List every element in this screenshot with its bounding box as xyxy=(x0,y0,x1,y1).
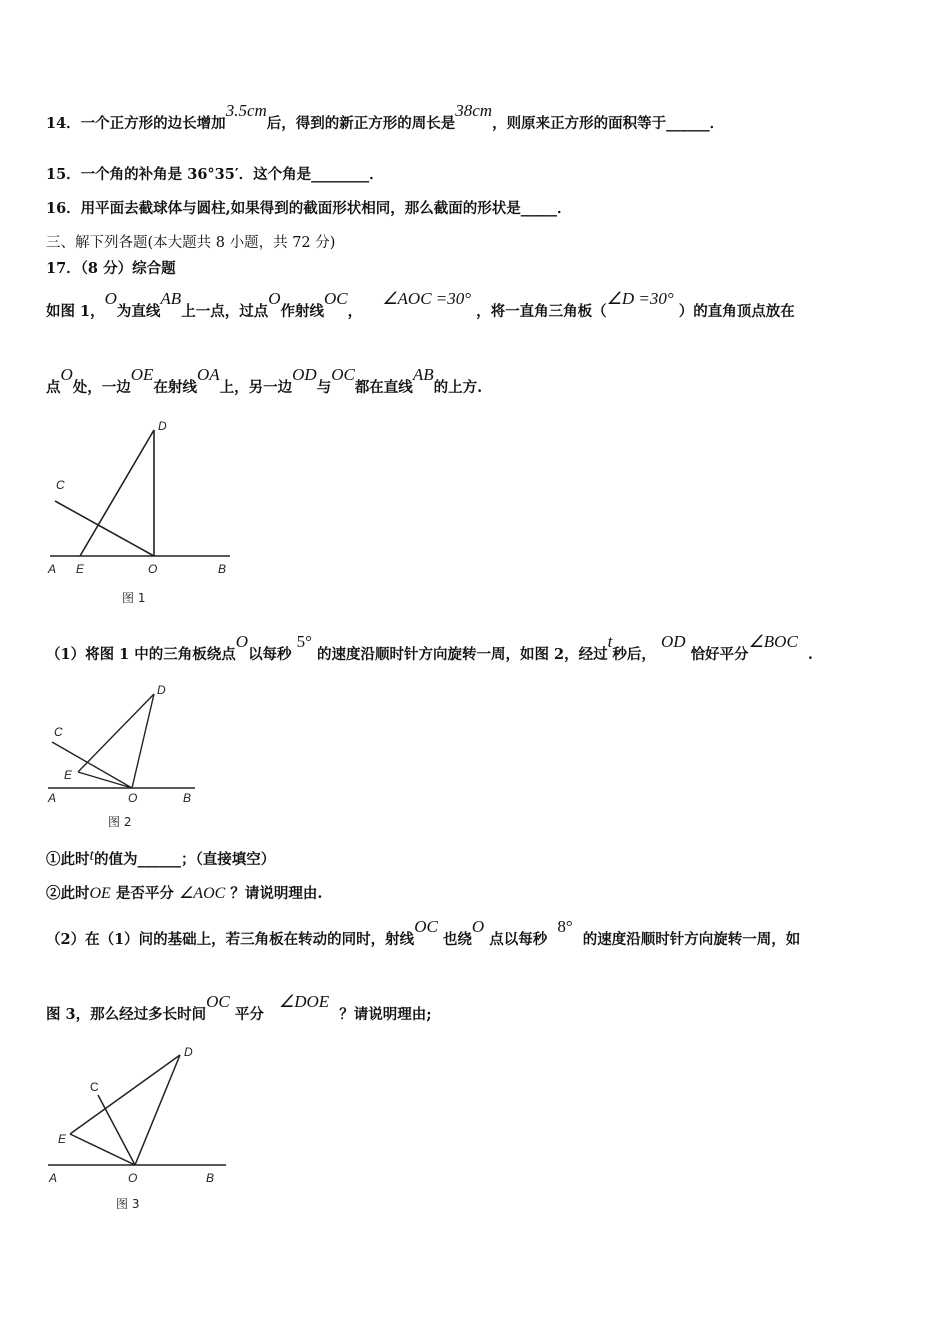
label-d: D xyxy=(157,683,166,697)
question-17-part-2-cont: 图 3，那么经过多长时间OC 平分 ∠DOE ？请说明理由; xyxy=(46,992,432,1023)
label-c: C xyxy=(56,478,65,492)
ray-oc xyxy=(55,501,154,556)
label-c: C xyxy=(54,725,63,739)
segment-ed xyxy=(80,430,154,556)
question-17-part-2: （2）在（1）问的基础上，若三角板在转动的同时，射线OC 也绕O 点以每秒 8° 的速度沿顺时针方向旋转一周，如 xyxy=(46,917,801,948)
figure-3 xyxy=(40,1040,240,1220)
label-b: B xyxy=(218,562,227,576)
label-a: A xyxy=(48,562,57,576)
figure-1-caption: 图 1 xyxy=(122,591,146,605)
math-3-5cm: 3.5cm xyxy=(225,101,267,120)
label-b: B xyxy=(183,791,192,805)
label-o: O xyxy=(128,791,138,805)
question-16: 16．用平面去截球体与圆柱,如果得到的截面形状相同，那么截面的形状是_____． xyxy=(46,200,572,217)
question-17-title: 17．（8 分）综合题 xyxy=(46,260,176,277)
label-c: C xyxy=(90,1080,99,1094)
figure-3-caption: 图 3 xyxy=(116,1197,140,1211)
label-d: D xyxy=(158,419,167,433)
label-o: O xyxy=(148,562,158,576)
question-17-part-1: （1）将图 1 中的三角板绕点O以每秒 5° 的速度沿顺时针方向旋转一周，如图 2，经过t秒后， OD 恰好平分∠BOC . xyxy=(46,632,813,663)
figure-2 xyxy=(40,680,200,830)
figure-1 xyxy=(40,415,240,610)
question-15: 15．一个角的补角是 36°35′．这个角是________． xyxy=(46,166,384,183)
question-17-line-1: 如图 1，O为直线AB上一点，过点O作射线OC， ∠AOC =30° ，将一直角三角板（∠D =30° ）的直角顶点放在 xyxy=(46,289,795,320)
label-e: E xyxy=(58,1132,67,1146)
segment-od xyxy=(132,694,154,788)
label-e: E xyxy=(64,768,73,782)
label-o: O xyxy=(128,1171,138,1185)
question-17-sub-2: ②此时OE 是否平分 ∠AOC ？请说明理由. xyxy=(46,885,323,902)
math-38cm: 38cm xyxy=(455,101,493,120)
segment-ed xyxy=(78,694,154,772)
ray-oc xyxy=(98,1095,135,1165)
label-a: A xyxy=(49,1171,58,1185)
question-14: 14．一个正方形的边长增加3.5cm后，得到的新正方形的周长是38cm，则原来正方形的面积等于______． xyxy=(46,101,725,132)
segment-oe xyxy=(78,772,132,788)
label-a: A xyxy=(48,791,57,805)
label-d: D xyxy=(184,1045,193,1059)
question-17-sub-1: ①此时t的值为______；（直接填空） xyxy=(46,847,276,868)
section-heading: 三、解下列各题(本大题共 8 小题，共 72 分) xyxy=(46,235,336,251)
question-17-line-2: 点O处，一边OE在射线OA上，另一边OD与OC都在直线AB的上方. xyxy=(46,365,483,396)
label-e: E xyxy=(76,562,85,576)
figure-2-caption: 图 2 xyxy=(108,815,132,829)
label-b: B xyxy=(206,1171,215,1185)
segment-oe xyxy=(70,1134,135,1165)
